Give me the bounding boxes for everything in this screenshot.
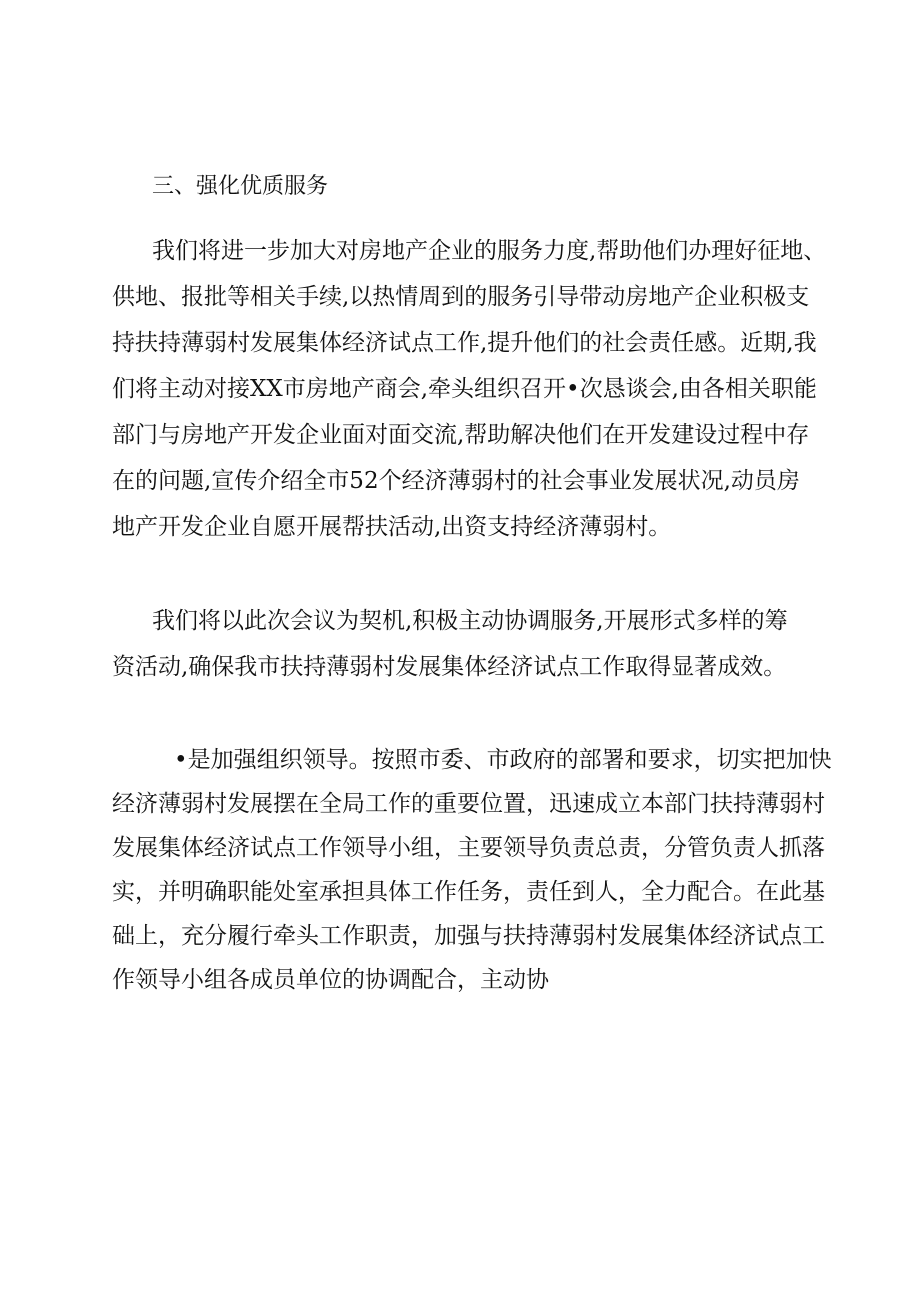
paragraph-line: 实，并明确职能处室承担具体工作任务，责任到人，全力配合。在此基 — [112, 879, 825, 905]
paragraph-line: 们将主动对接XX市房地产商会,牵头组织召开•次恳谈会,由各相关职能 — [112, 376, 817, 402]
paragraph-line: 我们将以此次会议为契机,积极主动协调服务,开展形式多样的筹 — [152, 608, 788, 634]
paragraph-line: 础上，充分履行牵头工作职责，加强与扶持薄弱村发展集体经济试点工 — [112, 923, 825, 949]
section-heading: 三、强化优质服务 — [152, 174, 329, 199]
paragraph-meeting — [112, 598, 832, 690]
paragraph-line: 我们将进一步加大对房地产企业的服务力度,帮助他们办理好征地、 — [152, 238, 827, 264]
paragraph-line: 供地、报批等相关手续,以热情周到的服务引导带动房地产企业积极支 — [112, 284, 810, 310]
paragraph-line: 持扶持薄弱村发展集体经济试点工作,提升他们的社会责任感。近期,我 — [112, 330, 817, 356]
paragraph-line: 发展集体经济试点工作领导小组，主要领导负责总责，分管负责人抓落 — [112, 835, 825, 861]
paragraph-line: 作领导小组各成员单位的协调配合，主动协 — [112, 967, 549, 993]
paragraph-service — [112, 182, 832, 550]
paragraph-line: 资活动,确保我市扶持薄弱村发展集体经济试点工作取得显著成效。 — [112, 654, 787, 680]
paragraph-line: •是加强组织领导。按照市委、市政府的部署和要求，切实把加快 — [174, 747, 832, 773]
paragraph-organization — [112, 738, 832, 1002]
paragraph-line: 部门与房地产开发企业面对面交流,帮助解决他们在开发建设过程中存 — [112, 422, 810, 448]
paragraph-line: 经济薄弱村发展摆在全局工作的重要位置，迅速成立本部门扶持薄弱村 — [112, 791, 825, 817]
paragraph-line: 地产开发企业自愿开展帮扶活动,出资支持经济薄弱村。 — [112, 514, 672, 540]
paragraph-line: 在的问题,宣传介绍全市52个经济薄弱村的社会事业发展状况,动员房 — [112, 468, 800, 494]
